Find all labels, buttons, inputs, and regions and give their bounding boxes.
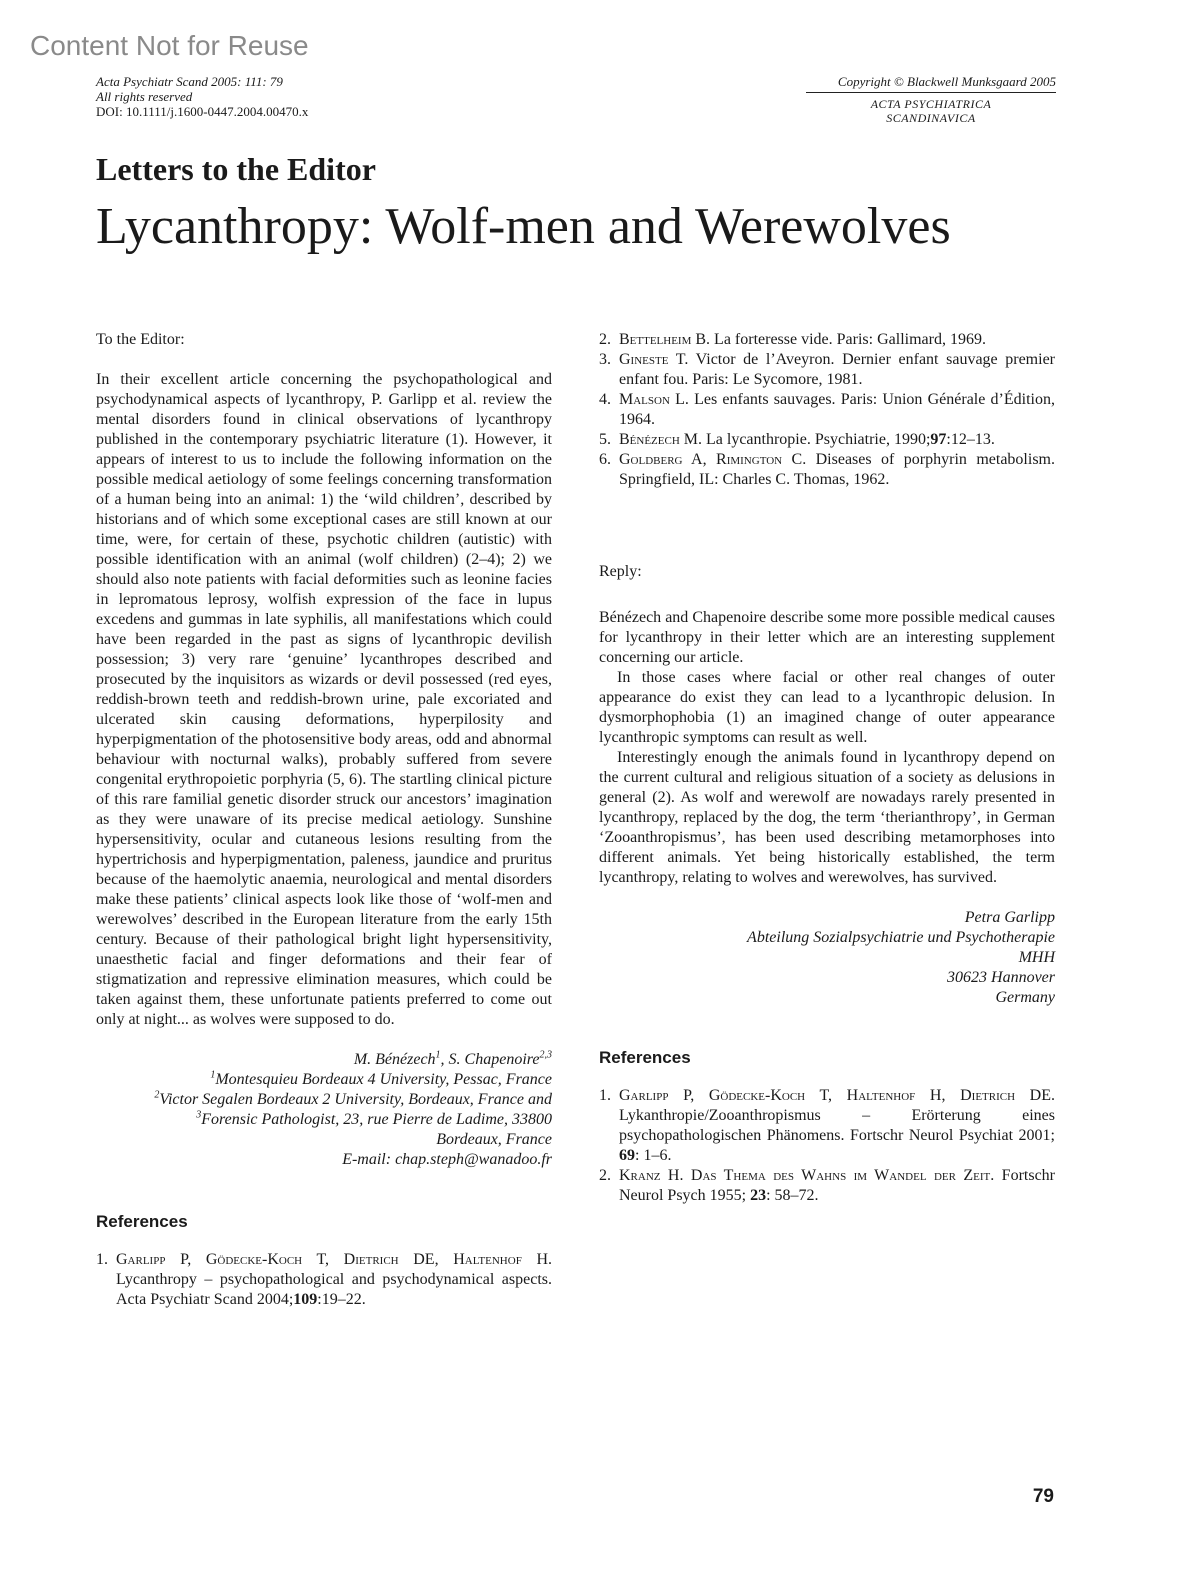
reference-item: 2. Kranz H. Das Thema des Wahns im Wandel der Zeit. Fortschr Neurol Psych 1955; 23: 58–72. xyxy=(599,1167,1056,1204)
page-number: 79 xyxy=(1032,1486,1054,1507)
letter-body: In their excellent article concerning the psychopathological and psychodynamical aspects of lycanthropy, P. Garlipp et al. review the mental disorders found in clinical observations of lycanthropy published in the contemporary psychiatric literature (1). However, it appears of interest to us to include the following information on the possible medical aetiology of some feelings concerning transformation of a human being into an animal: 1) the ‘wild children’, described by historians and of which some exceptional cases are still known at our time, were, for certain of these, psychotic children (autistic) with possible identification with an animal (wolf children) (2–4); 2) we should also note patients with facial deformities such as leonine facies in lepromatous leprosy, wolfish expression of the face in lupus excedens and gummas in late syphilis, all manifestations which could have been regarded in the past as signs of lycanthropic devilish possession; 3) very rare ‘genuine’ lycanthropes described and prosecuted by the inquisitors as wizards or devil possessed (red eyes, reddish-brown teeth and reddish-brown urine, pale excoriated and ulcerated skin causing deformations, hyperpilosity and hyperpigmentation of the photosensitive body areas, odd and abnormal behaviour with nocturnal walks), probably suffered from severe congenital erythropoietic porphyria (5, 6). The startling clinical picture of this rare familial genetic disorder struck our ancestors’ imagination as they were unaware of its precise medical aetiology. Sunshine hypersensitivity, ocular and cutaneous lesions resulting from the hypertrichosis and hyperpigmentation, paleness, jaundice and pruritus because of the haemolytic anaemia, neurological and mental disorders make these patients’ clinical aspects look like those of ‘wolf-men and werewolves’ described in the European literature from the early 15th century. Because of their pathological bright light hypersensitivity, unaesthetic facial and finger deformations and their fear of stigmatization and repressive elimination measures, which could be taken against them, these unfortunate patients preferred to come out only at night... as wolves were supposed to do. xyxy=(96,371,552,1028)
affiliation-1: $^1$Montesquieu Bordeaux 4 University, Pessac, France xyxy=(210,1069,552,1088)
reply-paragraph: Interestingly enough the animals found in lycanthropy depend on the current cultural and religious situation of a society as delusions in general (2). As wolf and werewolf are nowadays rarely presented in lycanthropy, replaced by the dog, the term ‘therianthropy’, in German ‘Zooanthropismus’, has been used describing metamorphoses into different animals. Yet being historically established, the term lycanthropy, relating to wolves and werewolves, has survived. xyxy=(599,749,1055,886)
reference-item: 2. Bettelheim B. La forteresse vide. Paris: Gallimard, 1969. xyxy=(599,331,986,348)
author-2-sup: 2,3 xyxy=(539,1049,552,1061)
author-1-sup: 1 xyxy=(435,1049,441,1061)
letter-authors xyxy=(96,1050,552,1070)
reply-country: Germany xyxy=(995,989,1055,1006)
reference-item: 1. Garlipp P, Gödecke-Koch T, Haltenhof H, Dietrich DE. Lykanthropie/Zooanthropismus – Erörterung eines psychopathologischen Phänomens. Fortschr Neurol Psychiat 2001; 69: 1–6. xyxy=(599,1087,1055,1164)
author-2: , S. Chapenoire xyxy=(440,1051,540,1068)
letter-references-list xyxy=(96,1250,552,1310)
reply-paragraph: In those cases where facial or other real changes of outer appearance do exist they can lead to a lycanthropic delusion. In dysmorphophobia (1) an imagined change of outer appearance lycanthropic symptoms can result as well. xyxy=(599,669,1055,746)
reply-author: Petra Garlipp xyxy=(964,909,1055,926)
letter-signature xyxy=(96,1050,552,1170)
reply-references-list xyxy=(599,1086,1055,1206)
letter-column xyxy=(96,330,552,1310)
journal-name-line1: ACTA PSYCHIATRICA xyxy=(870,97,992,111)
copyright: Copyright © Blackwell Munksgaard 2005 xyxy=(806,74,1056,93)
reference-item: 5. Bénézech M. La lycanthropie. Psychiatrie, 1990;97:12–13. xyxy=(599,431,995,448)
letter-references-continued xyxy=(599,330,1055,490)
citation: Acta Psychiatr Scand 2005: 111: 79 xyxy=(96,74,283,89)
author-1: M. Bénézech xyxy=(353,1051,436,1068)
reference-item: 3. Gineste T. Victor de l’Aveyron. Dernier enfant sauvage premier enfant fou. Paris: Le Sycomore, 1981. xyxy=(599,351,1055,388)
reply-department: Abteilung Sozialpsychiatrie und Psychotherapie xyxy=(747,929,1055,946)
reference-item: 1. Garlipp P, Gödecke-Koch T, Dietrich DE, Haltenhof H. Lycanthropy – psychopathological and psychodynamical aspects. Acta Psychiatr Scand 2004;109:19–22. xyxy=(96,1251,552,1308)
section-title: Letters to the Editor xyxy=(96,151,376,187)
reply-heading: Reply: xyxy=(599,563,642,580)
reply-city: 30623 Hannover xyxy=(947,969,1055,986)
article-title: Lycanthropy: Wolf-men and Werewolves xyxy=(96,198,951,255)
reply-institution: MHH xyxy=(1018,949,1055,966)
reference-item: 4. Malson L. Les enfants sauvages. Paris: Union Générale d’Édition, 1964. xyxy=(599,391,1055,428)
affiliation-3-cont: Bordeaux, France xyxy=(436,1131,552,1148)
header-journal-block xyxy=(806,74,1056,125)
reply-paragraph: Bénézech and Chapenoire describe some more possible medical causes for lycanthropy in their letter which are an interesting supplement concerning our article. xyxy=(599,609,1055,666)
letter-references-heading: References xyxy=(96,1212,188,1231)
journal-name xyxy=(806,97,1056,125)
reference-item: 6. Goldberg A, Rimington C. Diseases of porphyrin metabolism. Springfield, IL: Charles C. Thomas, 1962. xyxy=(599,451,1055,488)
header-citation-block xyxy=(96,74,516,119)
reply-signature xyxy=(599,908,1055,1008)
affiliation-3: $^3$Forensic Pathologist, 23, rue Pierre de Ladime, 33800 xyxy=(196,1109,552,1128)
email: E-mail: chap.steph@wanadoo.fr xyxy=(342,1151,552,1168)
letter-salutation: To the Editor: xyxy=(96,331,185,348)
affiliation-2: $^2$Victor Segalen Bordeaux 2 University, Bordeaux, France and xyxy=(154,1089,552,1108)
doi: DOI: 10.1111/j.1600-0447.2004.00470.x xyxy=(96,104,309,119)
journal-name-line2: SCANDINAVICA xyxy=(886,111,976,125)
reply-column xyxy=(599,330,1055,1206)
reply-references-heading: References xyxy=(599,1048,691,1067)
rights: All rights reserved xyxy=(96,89,193,104)
watermark: Content Not for Reuse xyxy=(30,30,309,61)
reply-body xyxy=(599,608,1055,888)
